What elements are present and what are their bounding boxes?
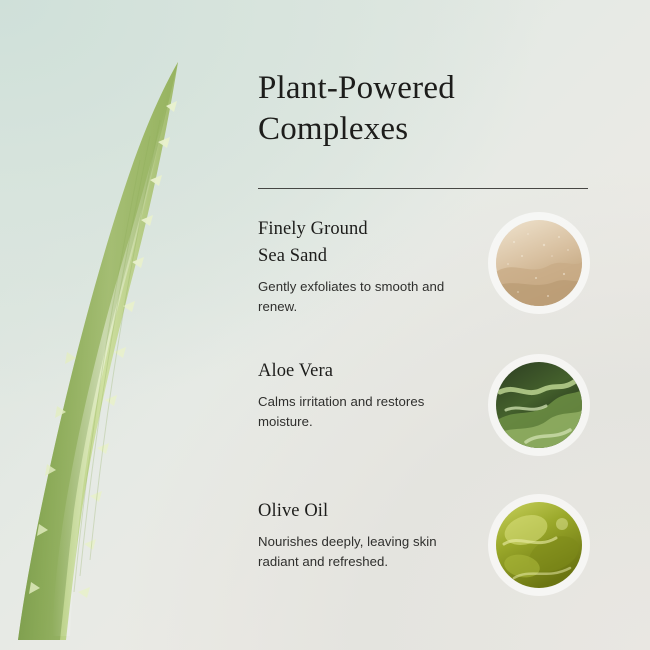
page-title-line-2: Complexes <box>258 111 409 147</box>
ingredient-text <box>258 498 473 571</box>
list-item <box>258 216 650 336</box>
list-spacer <box>258 478 650 498</box>
page-title-line-1: Plant-Powered <box>258 70 455 106</box>
ingredient-name <box>258 216 473 270</box>
aloe-vera-thumbnail <box>496 362 582 448</box>
list-spacer <box>258 336 650 358</box>
sea-sand-thumbnail <box>496 220 582 306</box>
ingredient-name-line-2: Sea Sand <box>258 246 328 266</box>
ingredient-text <box>258 216 473 316</box>
list-item <box>258 498 650 618</box>
ingredient-name: Aloe Vera <box>258 361 334 381</box>
page-title <box>258 68 598 150</box>
divider <box>258 188 588 189</box>
ingredient-text <box>258 358 473 431</box>
ingredient-description: Gently exfoliates to smooth and renew. <box>258 279 445 314</box>
ingredient-name-line-1: Finely Ground <box>258 219 368 239</box>
hero-image <box>0 0 250 650</box>
olive-oil-thumbnail <box>496 502 582 588</box>
ingredient-name: Olive Oil <box>258 501 329 521</box>
aloe-leaf-illustration <box>0 40 250 650</box>
ingredient-list <box>258 216 650 618</box>
content-column <box>258 0 650 650</box>
ingredient-description: Calms irritation and restores moisture. <box>258 394 425 429</box>
ingredient-description: Nourishes deeply, leaving skin radiant and refreshed. <box>258 534 437 569</box>
list-item <box>258 358 650 478</box>
